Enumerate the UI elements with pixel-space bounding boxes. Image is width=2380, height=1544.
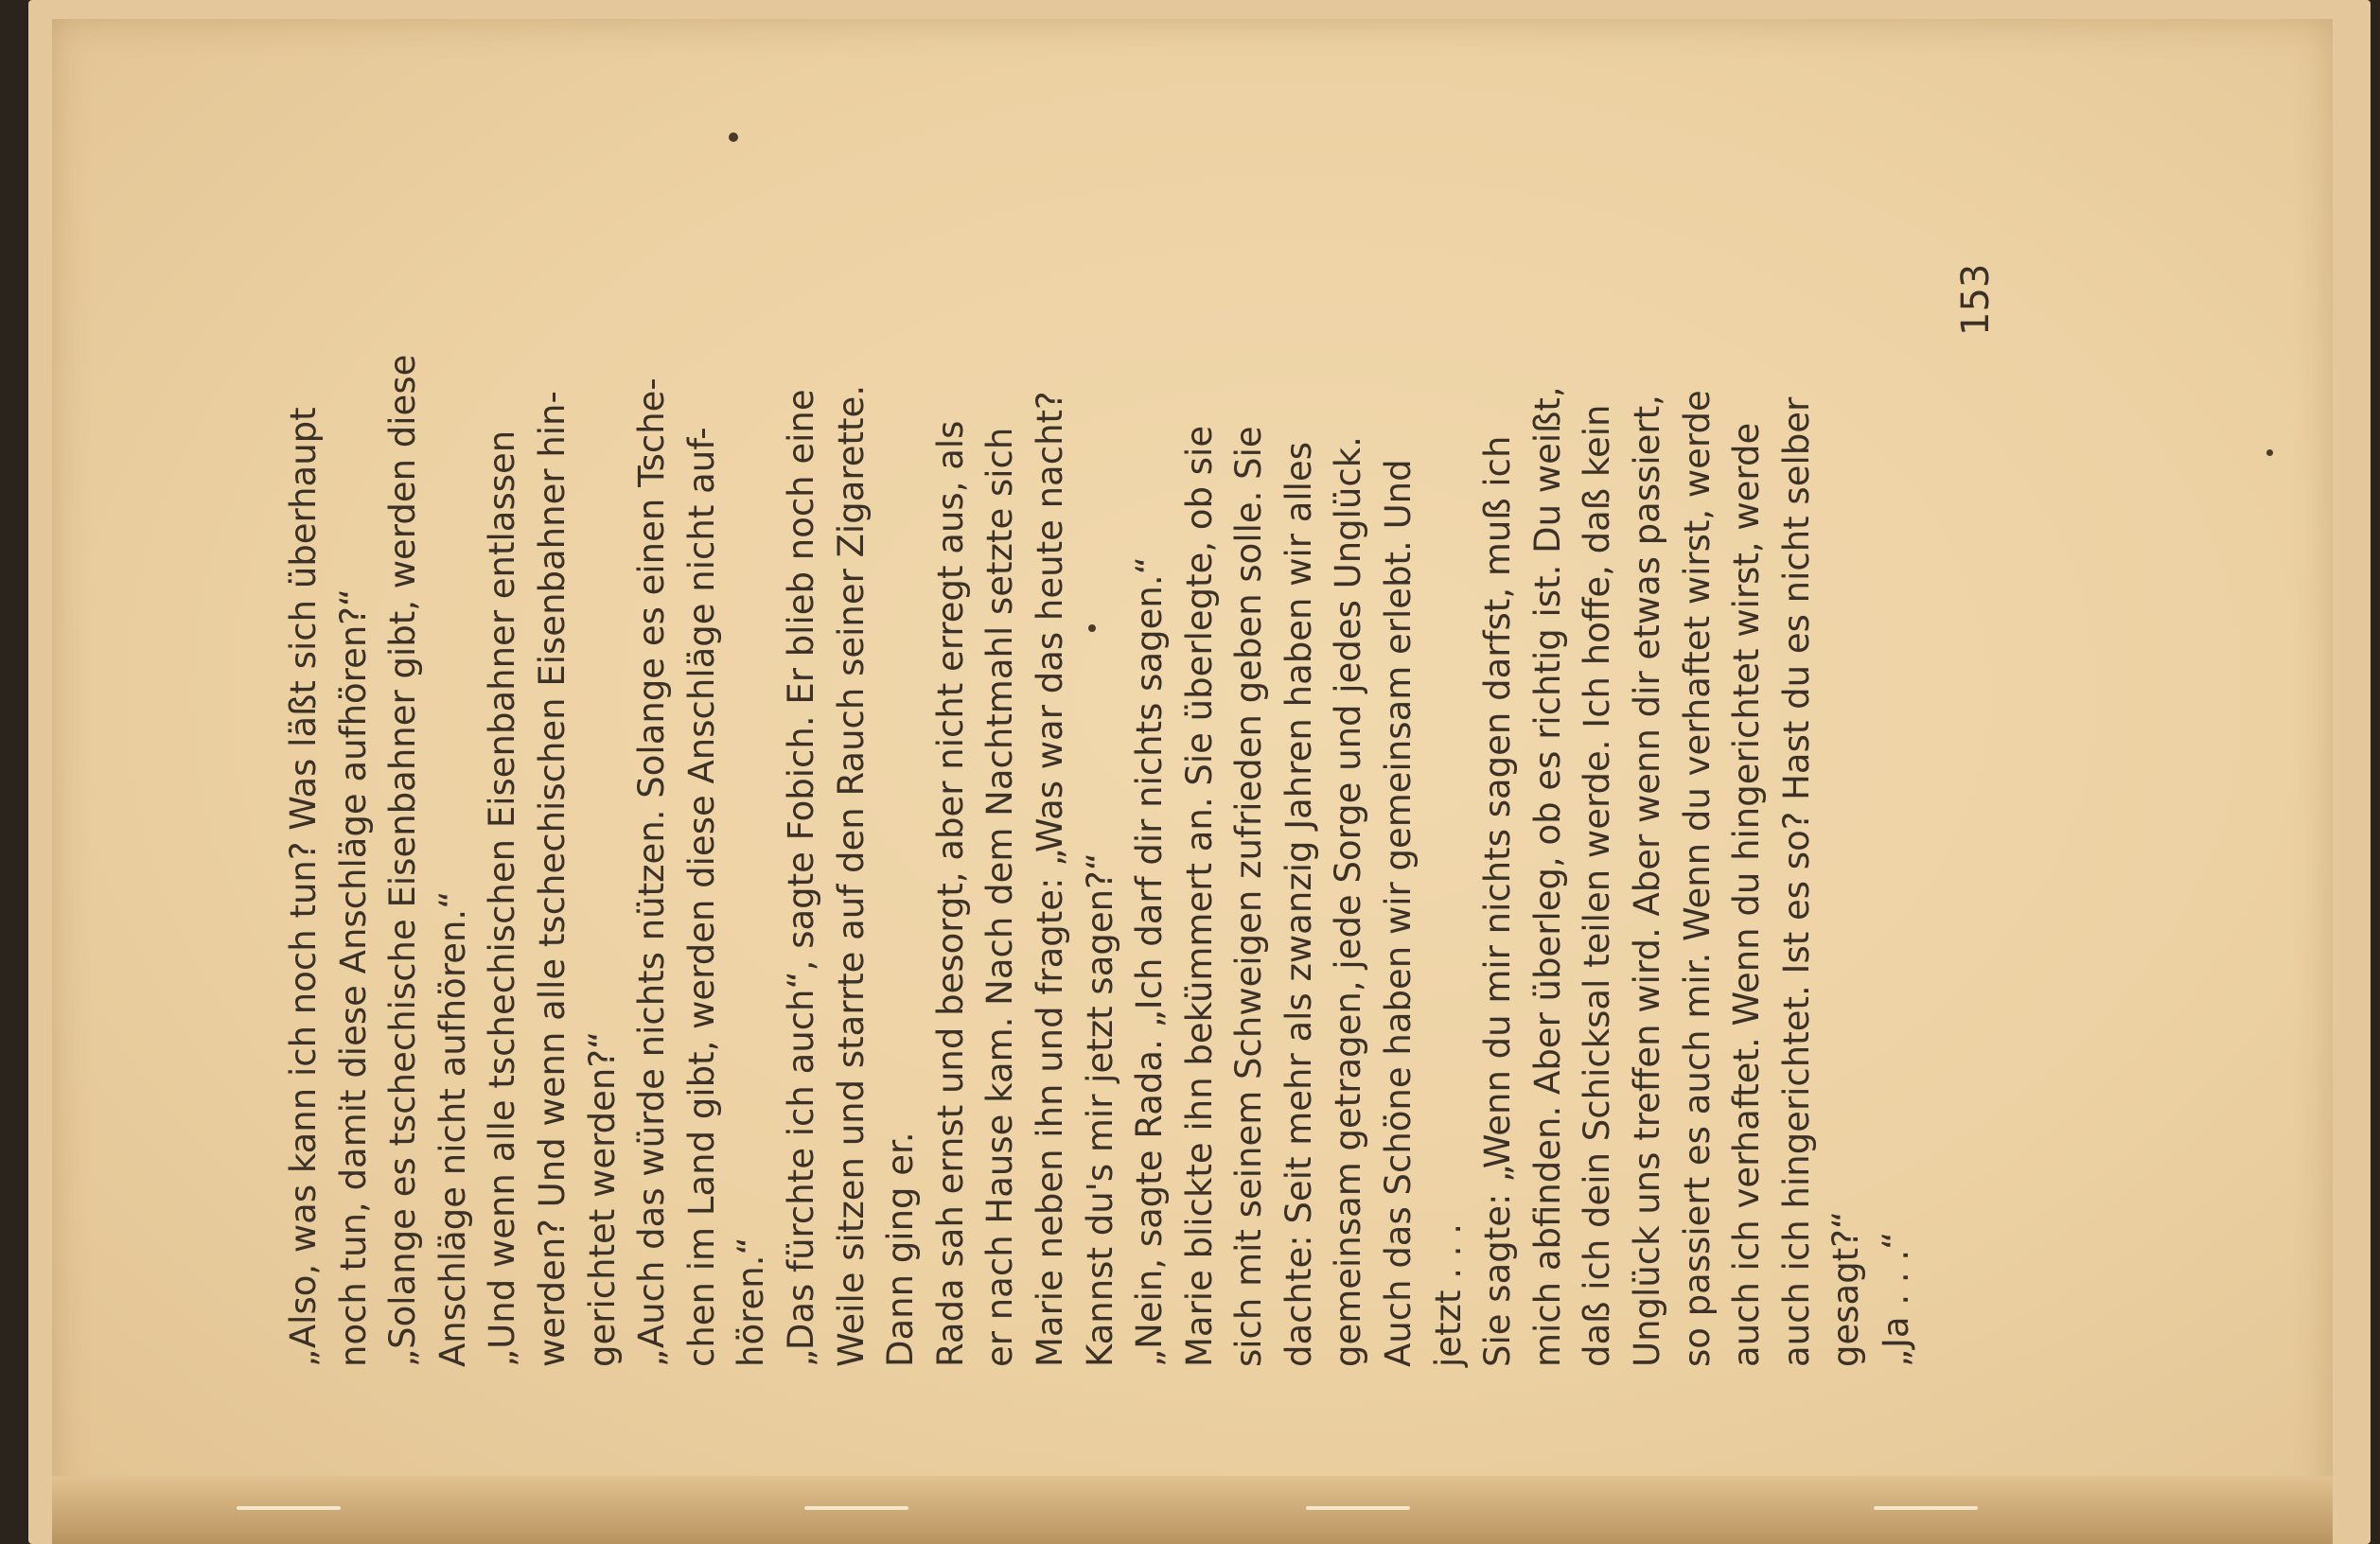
text-line: Kannst du's mir jetzt sagen?“ [1079,852,1120,1367]
text-line: „Ja . . .“ [1876,1231,1916,1367]
paper-speck [729,132,738,142]
binding-stitch [804,1506,908,1510]
text-line: sich mit seinem Schweigen zufrieden geben solle. Sie [1228,426,1270,1367]
text-line: gerichtet werden?“ [581,1030,623,1367]
text-line: Sie sagte: „Wenn du mir nichts sagen darfst, muß ich [1477,435,1519,1367]
binding-stitch [1306,1506,1410,1510]
text-line: gemeinsam getragen, jede Sorge und jedes Unglück. [1328,436,1369,1367]
text-line: chen im Land gibt, werden diese Anschläge nicht auf- [680,427,722,1367]
book-gutter [52,1476,2333,1544]
paper-speck [2266,449,2273,456]
text-line: Marie neben ihn und fragte: „Was war das heute nacht? [1029,391,1070,1367]
text-line: so passiert es auch mir. Wenn du verhaftet wirst, werde [1676,390,1718,1367]
text-line: hören.“ [731,1237,772,1367]
text-line: Unglück uns treffen wird. Aber wenn dir etwas passiert, [1627,395,1668,1367]
text-line: dachte: Seit mehr als zwanzig Jahren haben wir alles [1278,441,1319,1367]
text-line: auch ich verhaftet. Wenn du hingerichtet wirst, werde [1726,422,1768,1367]
rotated-text-block [279,251,2039,1367]
text-line: jetzt . . . [1427,1222,1469,1367]
text-line: werden? Und wenn alle tschechischen Eisenbahner hin- [531,391,573,1367]
body-text [279,251,1922,1367]
text-line: „Das fürchte ich auch“, sagte Fobich. Er blieb noch eine [780,389,821,1367]
text-line: Marie blickte ihn bekümmert an. Sie überlegte, ob sie [1178,425,1220,1367]
text-line: Dann ging er. [880,1132,922,1367]
text-line: „Und wenn alle tschechischen Eisenbahner entlassen [482,430,523,1367]
text-line: noch tun, damit diese Anschläge aufhören?“ [332,588,374,1367]
text-line: gesagt?“ [1825,1210,1867,1367]
text-line: auch ich hingerichtet. Ist es so? Hast du es nicht selber [1775,396,1817,1367]
text-line: Weile sitzen und starrte auf den Rauch seiner Zigarette. [830,384,872,1367]
text-line: mich abfinden. Aber überleg, ob es richtig ist. Du weißt, [1526,386,1568,1367]
text-line: „Auch das würde nichts nützen. Solange es einen Tsche- [631,377,673,1367]
text-line: er nach Hause kam. Nach dem Nachtmahl setzte sich [979,427,1021,1367]
binding-stitch [237,1506,341,1510]
page-number: 153 [1954,263,1998,336]
text-line: „Solange es tschechische Eisenbahner gibt, werden diese [382,354,424,1367]
text-line: Anschläge nicht aufhören.“ [432,890,473,1367]
text-line: „Also, was kann ich noch tun? Was läßt sich überhaupt [283,407,324,1367]
text-line: Auch das Schöne haben wir gemeinsam erlebt. Und [1378,459,1419,1367]
text-line: „Nein, sagte Rada. „Ich darf dir nichts sagen.“ [1129,556,1171,1367]
text-line: Rada sah ernst und besorgt, aber nicht erregt aus, als [929,420,971,1367]
binding-stitch [1874,1506,1978,1510]
text-line: daß ich dein Schicksal teilen werde. Ich hoffe, daß kein [1577,404,1618,1367]
